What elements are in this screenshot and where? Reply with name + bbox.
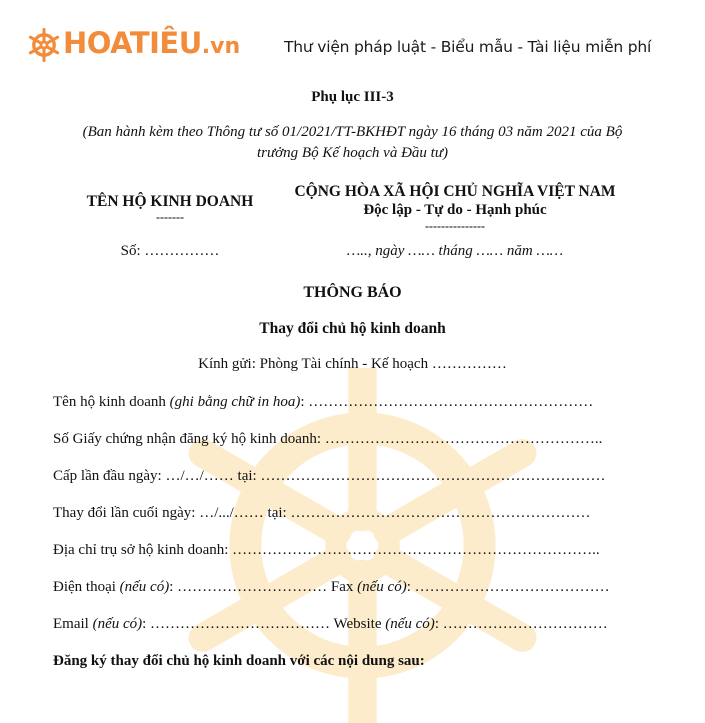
field-phone-fax: Điện thoại (nếu có): ………………………… Fax (nếu có): …………………………………	[53, 579, 610, 595]
country-name: CỘNG HÒA XÃ HỘI CHỦ NGHĨA VIỆT NAM	[294, 183, 616, 200]
field-business-address: Địa chỉ trụ sở hộ kinh doanh: ………………………………………………………………..	[53, 542, 600, 558]
appendix-label: Phụ lục III-3	[311, 89, 394, 105]
business-name-header: TÊN HỘ KINH DOANH	[86, 193, 254, 210]
section-heading: Đăng ký thay đổi chủ hộ kinh doanh với các nội dung sau:	[53, 653, 425, 669]
field-first-issued: Cấp lần đầu ngày: …/…/…… tại: ……………………………………………………………	[53, 468, 606, 484]
field-certificate-number: Số Giấy chứng nhận đăng ký hộ kinh doanh: ………………………………………………..	[53, 431, 603, 447]
document-number: Số: ……………	[120, 243, 220, 259]
right-divider: ---------------	[425, 219, 485, 233]
document-title: THÔNG BÁO	[303, 284, 402, 301]
logo-text: HOATIÊU.vn	[63, 26, 241, 60]
site-tagline: Thư viện pháp luật - Biểu mẫu - Tài liệu miễn phí	[284, 38, 652, 56]
field-email-website: Email (nếu có): ……………………………… Website (nếu có): ……………………………	[53, 616, 608, 632]
field-business-name: Tên hộ kinh doanh (ghi bằng chữ in hoa): …………………………………………………	[53, 394, 594, 410]
national-motto: Độc lập - Tự do - Hạnh phúc	[363, 202, 547, 218]
recipient-line: Kính gửi: Phòng Tài chính - Kế hoạch ……………	[198, 356, 507, 372]
issued-note-line2: trưởng Bộ Kế hoạch và Đầu tư)	[256, 145, 448, 161]
left-divider: -------	[156, 210, 184, 224]
date-line: ….., ngày …… tháng …… năm ……	[346, 243, 564, 259]
document-subtitle: Thay đổi chủ hộ kinh doanh	[259, 320, 446, 337]
field-last-changed: Thay đổi lần cuối ngày: …/.../…… tại: ……………………………………………………	[53, 505, 591, 521]
issued-note-line1: (Ban hành kèm theo Thông tư số 01/2021/TT-BKHĐT ngày 16 tháng 03 năm 2021 của Bộ	[82, 124, 623, 140]
